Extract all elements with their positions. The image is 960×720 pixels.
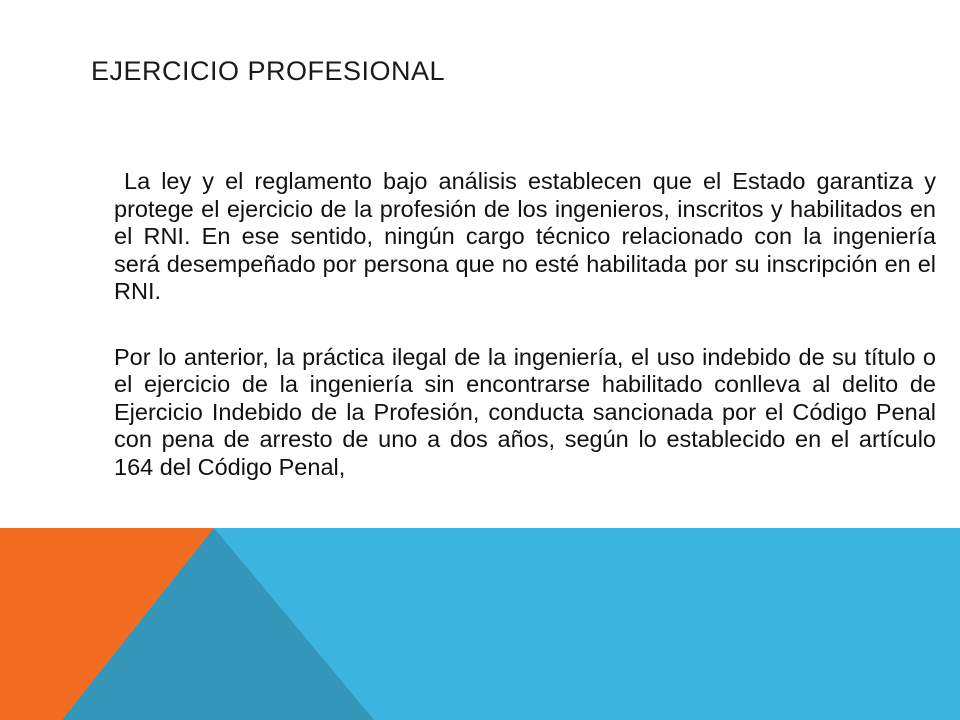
paragraph-1: La ley y el reglamento bajo análisis establecen que el Estado garantiza y protege el ejercicio de la profesión de los ingenieros, inscritos y habilitados en el RNI. En ese sentido, ningún cargo técnico relacionado con la ingeniería será desempeñado por persona que no esté habilitada por su inscripción en el RNI. bbox=[114, 168, 936, 304]
slide-title: EJERCICIO PROFESIONAL bbox=[91, 56, 446, 86]
paragraph-2: Por lo anterior, la práctica ilegal de la ingeniería, el uso indebido de su título o el ejercicio de la ingeniería sin encontrarse habilitado conlleva al delito de Ejercicio Indebido de la Profesión, conducta sancionada por el Código Penal con pena de arresto de uno a dos años, según lo establecido en el artículo 164 del Código Penal, bbox=[114, 343, 936, 480]
slide-body bbox=[114, 168, 936, 481]
